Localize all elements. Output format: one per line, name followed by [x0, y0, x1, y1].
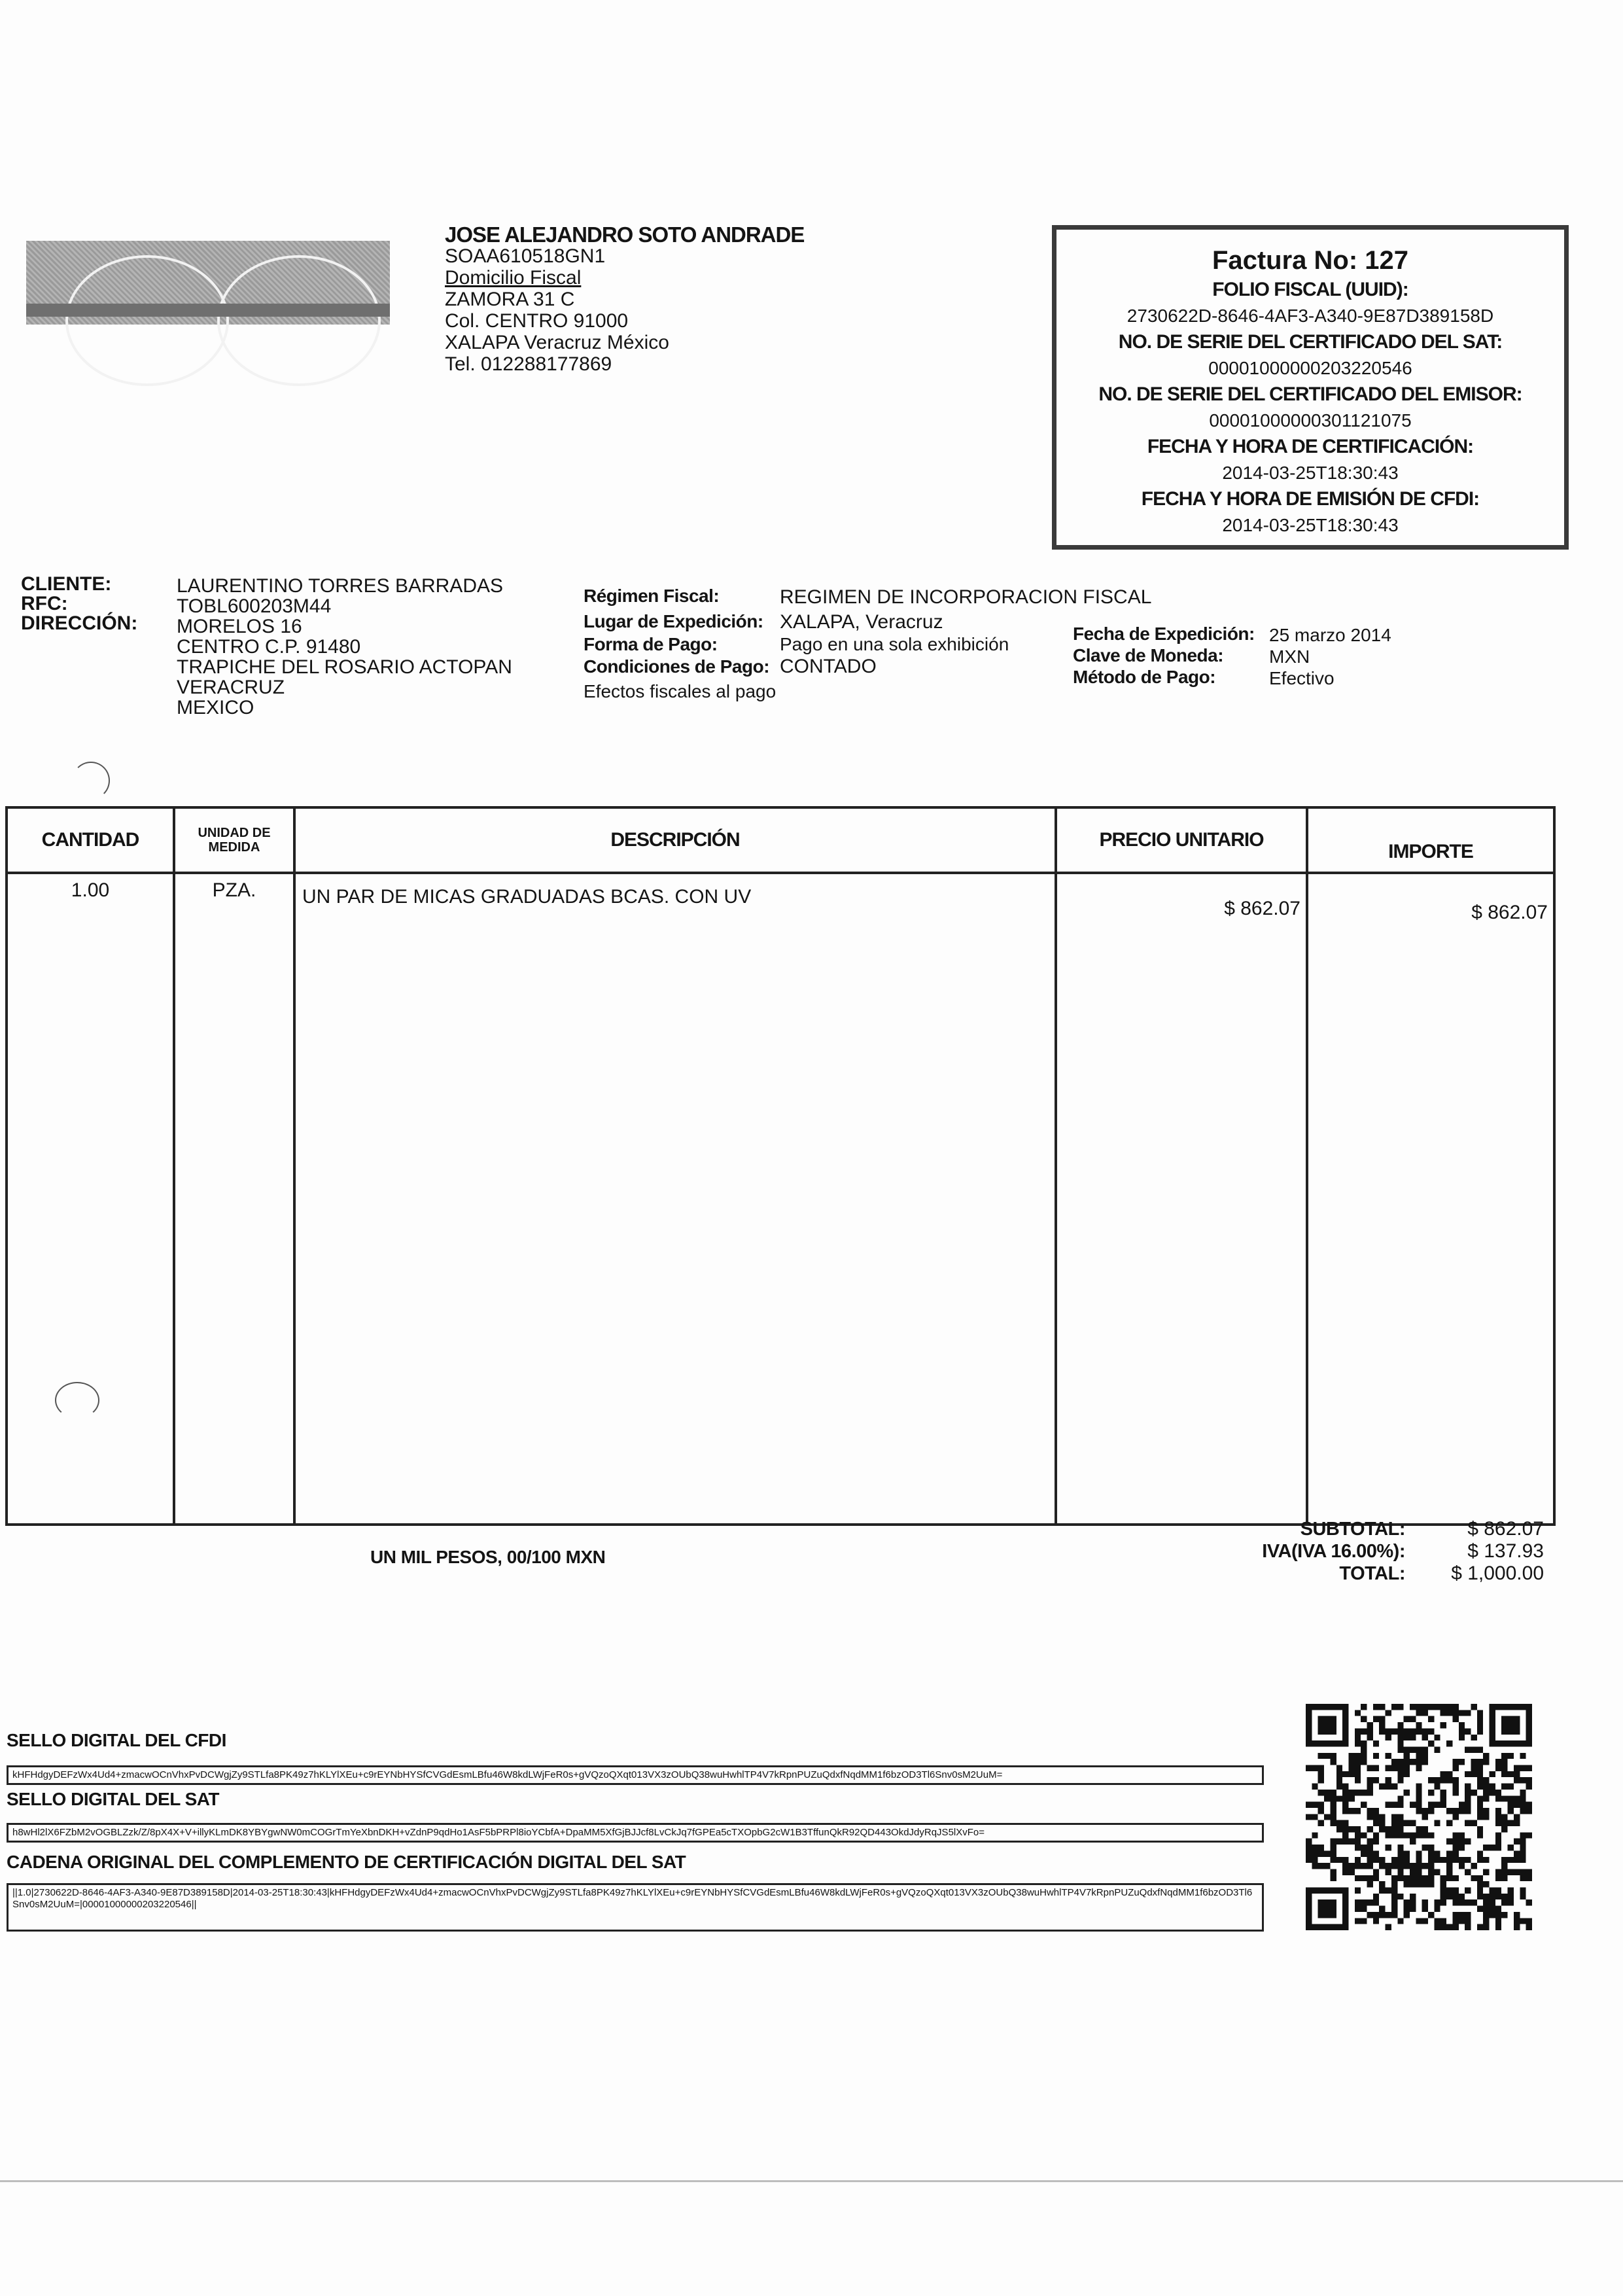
subtotal-value: $ 862.07 [1467, 1518, 1544, 1540]
row-unidad: PZA. [212, 879, 256, 901]
subtotal-label: SUBTOTAL: [1300, 1519, 1405, 1540]
condiciones-label: Condiciones de Pago: [584, 656, 770, 677]
metodo-value: Efectivo [1269, 668, 1335, 688]
forma-label: Forma de Pago: [584, 634, 718, 654]
cfdi-seal-value: kHFHdgyDEFzWx4Ud4+zmacwOCnVhxPvDCWgjZy9STLfa8PK49z7hKLYlXEu+c9rEYNbHYSfCVGdEsmLBfu46W8kdLWjFeR0s+gVQzoQXqt013VX3zOUbQ38wuHwhlTP4V7kRpnPUZuQdxfNqdMM1f6bzOD3Tl6Snv0sM2UuM= [7, 1765, 1264, 1785]
sat-cert-label: NO. DE SERIE DEL CERTIFICADO DEL SAT: [1118, 331, 1503, 353]
regimen-value: REGIMEN DE INCORPORACION FISCAL [780, 586, 1152, 608]
emision-date-label: FECHA Y HORA DE EMISIÓN DE CFDI: [1141, 488, 1480, 510]
client-street: MORELOS 16 [177, 616, 302, 637]
domicilio-label: Domicilio Fiscal [445, 267, 582, 289]
fiscal-labels [584, 582, 776, 705]
client-colonia: CENTRO C.P. 91480 [177, 636, 361, 658]
qr-code [1306, 1704, 1532, 1930]
client-labels [21, 574, 137, 633]
total-label: TOTAL: [1339, 1563, 1405, 1584]
invoice-number: Factura No: 127 [1212, 246, 1409, 275]
fecha-value: 25 marzo 2014 [1269, 625, 1391, 645]
page-bottom-line [0, 2180, 1623, 2182]
amount-in-words: UN MIL PESOS, 00/100 MXN [370, 1547, 606, 1567]
client-values [177, 576, 512, 718]
total-value: $ 1,000.00 [1451, 1563, 1544, 1584]
row-descripcion: UN PAR DE MICAS GRADUADAS BCAS. CON UV [302, 886, 752, 908]
header-importe: IMPORTE [1388, 841, 1473, 862]
regimen-label: Régimen Fiscal: [584, 586, 720, 606]
condiciones-value: CONTADO [780, 656, 877, 677]
issuer-block [445, 224, 804, 375]
issuer-city: XALAPA Veracruz México [445, 332, 669, 353]
lugar-value: XALAPA, Veracruz [780, 611, 943, 633]
row-precio: $ 862.07 [1224, 898, 1300, 919]
sat-seal-value: h8wHl2lX6FZbM2vOGBLZzk/Z/8pX4X+V+illyKLmDK8YBYgwNW0mCOGrTmYeXbnDKH+vZdnP9qdHo1AsF5bPRPl8ioYCbfA+DpaMM5XfGjBJJcf8LvCkJq7fGPEa5cTXOpbG2cW1B3TffunQkR92QD443OkdJdyRqJS5lXvFo= [7, 1823, 1264, 1843]
sat-seal-label: SELLO DIGITAL DEL SAT [7, 1789, 219, 1809]
issuer-phone: Tel. 012288177869 [445, 353, 612, 375]
row-importe: $ 862.07 [1471, 902, 1548, 923]
scan-mark [72, 762, 110, 800]
client-state: VERACRUZ [177, 677, 285, 698]
iva-value: $ 137.93 [1467, 1540, 1544, 1562]
emision-date-value: 2014-03-25T18:30:43 [1222, 515, 1399, 535]
company-logo [26, 241, 390, 325]
cadena-value: ||1.0|2730622D-8646-4AF3-A340-9E87D389158D|2014-03-25T18:30:43|kHFHdgyDEFzWx4Ud4+zmacwOCnVhxPvDCWgjZy9STLfa8PK49z7hKLYlXEu+c9rEYNbHYSfCVGdEsmLBfu46W8kdLWjFeR0s+gVQzoQXqt013VX3zOUbQ38wuHwhlTP4V7kRpnPUZuQdxfNqdMM1f6bzOD3Tl6Snv0sM2UuM=|00001000000203220546|| [7, 1883, 1264, 1932]
totals-values [1413, 1518, 1544, 1585]
issuer-name: JOSE ALEJANDRO SOTO ANDRADE [445, 222, 805, 247]
issuer-rfc: SOAA610518GN1 [445, 245, 606, 267]
metodo-label: Método de Pago: [1073, 667, 1216, 687]
header-unidad: UNIDAD DE MEDIDA [198, 826, 271, 855]
header-precio: PRECIO UNITARIO [1099, 829, 1264, 851]
row-cantidad: 1.00 [71, 879, 110, 901]
fiscal-extra-labels [1073, 623, 1255, 688]
emisor-cert-label: NO. DE SERIE DEL CERTIFICADO DEL EMISOR: [1098, 383, 1522, 405]
fecha-label: Fecha de Expedición: [1073, 624, 1255, 644]
efectos-text: Efectos fiscales al pago [584, 681, 777, 701]
client-name: LAURENTINO TORRES BARRADAS [177, 575, 503, 597]
forma-value: Pago en una sola exhibición [780, 634, 1009, 654]
fiscal-extra-values [1269, 624, 1391, 689]
header-cantidad: CANTIDAD [41, 829, 139, 851]
lugar-label: Lugar de Expedición: [584, 611, 763, 631]
cadena-label: CADENA ORIGINAL DEL COMPLEMENTO DE CERTIFICACIÓN DIGITAL DEL SAT [7, 1852, 686, 1872]
cert-date-value: 2014-03-25T18:30:43 [1222, 463, 1399, 483]
sat-cert-value: 00001000000203220546 [1208, 358, 1412, 378]
client-address-label: DIRECCIÓN: [21, 612, 138, 634]
client-town: TRAPICHE DEL ROSARIO ACTOPAN [177, 656, 512, 678]
items-table [5, 806, 1556, 1526]
moneda-label: Clave de Moneda: [1073, 645, 1224, 665]
header-descripcion: DESCRIPCIÓN [610, 829, 740, 851]
emisor-cert-value: 00001000000301121075 [1209, 410, 1412, 431]
uuid-value: 2730622D-8646-4AF3-A340-9E87D389158D [1126, 306, 1494, 326]
invoice-info-box [1052, 225, 1569, 550]
client-rfc-label: RFC: [21, 593, 68, 614]
moneda-value: MXN [1269, 646, 1310, 667]
cert-date-label: FECHA Y HORA DE CERTIFICACIÓN: [1147, 436, 1474, 457]
uuid-label: FOLIO FISCAL (UUID): [1212, 279, 1408, 300]
iva-label: IVA(IVA 16.00%): [1262, 1541, 1405, 1562]
client-rfc: TOBL600203M44 [177, 595, 332, 617]
cfdi-seal-label: SELLO DIGITAL DEL CFDI [7, 1730, 226, 1750]
issuer-colonia: Col. CENTRO 91000 [445, 310, 629, 332]
client-country: MEXICO [177, 697, 254, 718]
issuer-street: ZAMORA 31 C [445, 289, 575, 310]
client-label: CLIENTE: [21, 573, 112, 595]
totals-labels [1191, 1518, 1405, 1585]
